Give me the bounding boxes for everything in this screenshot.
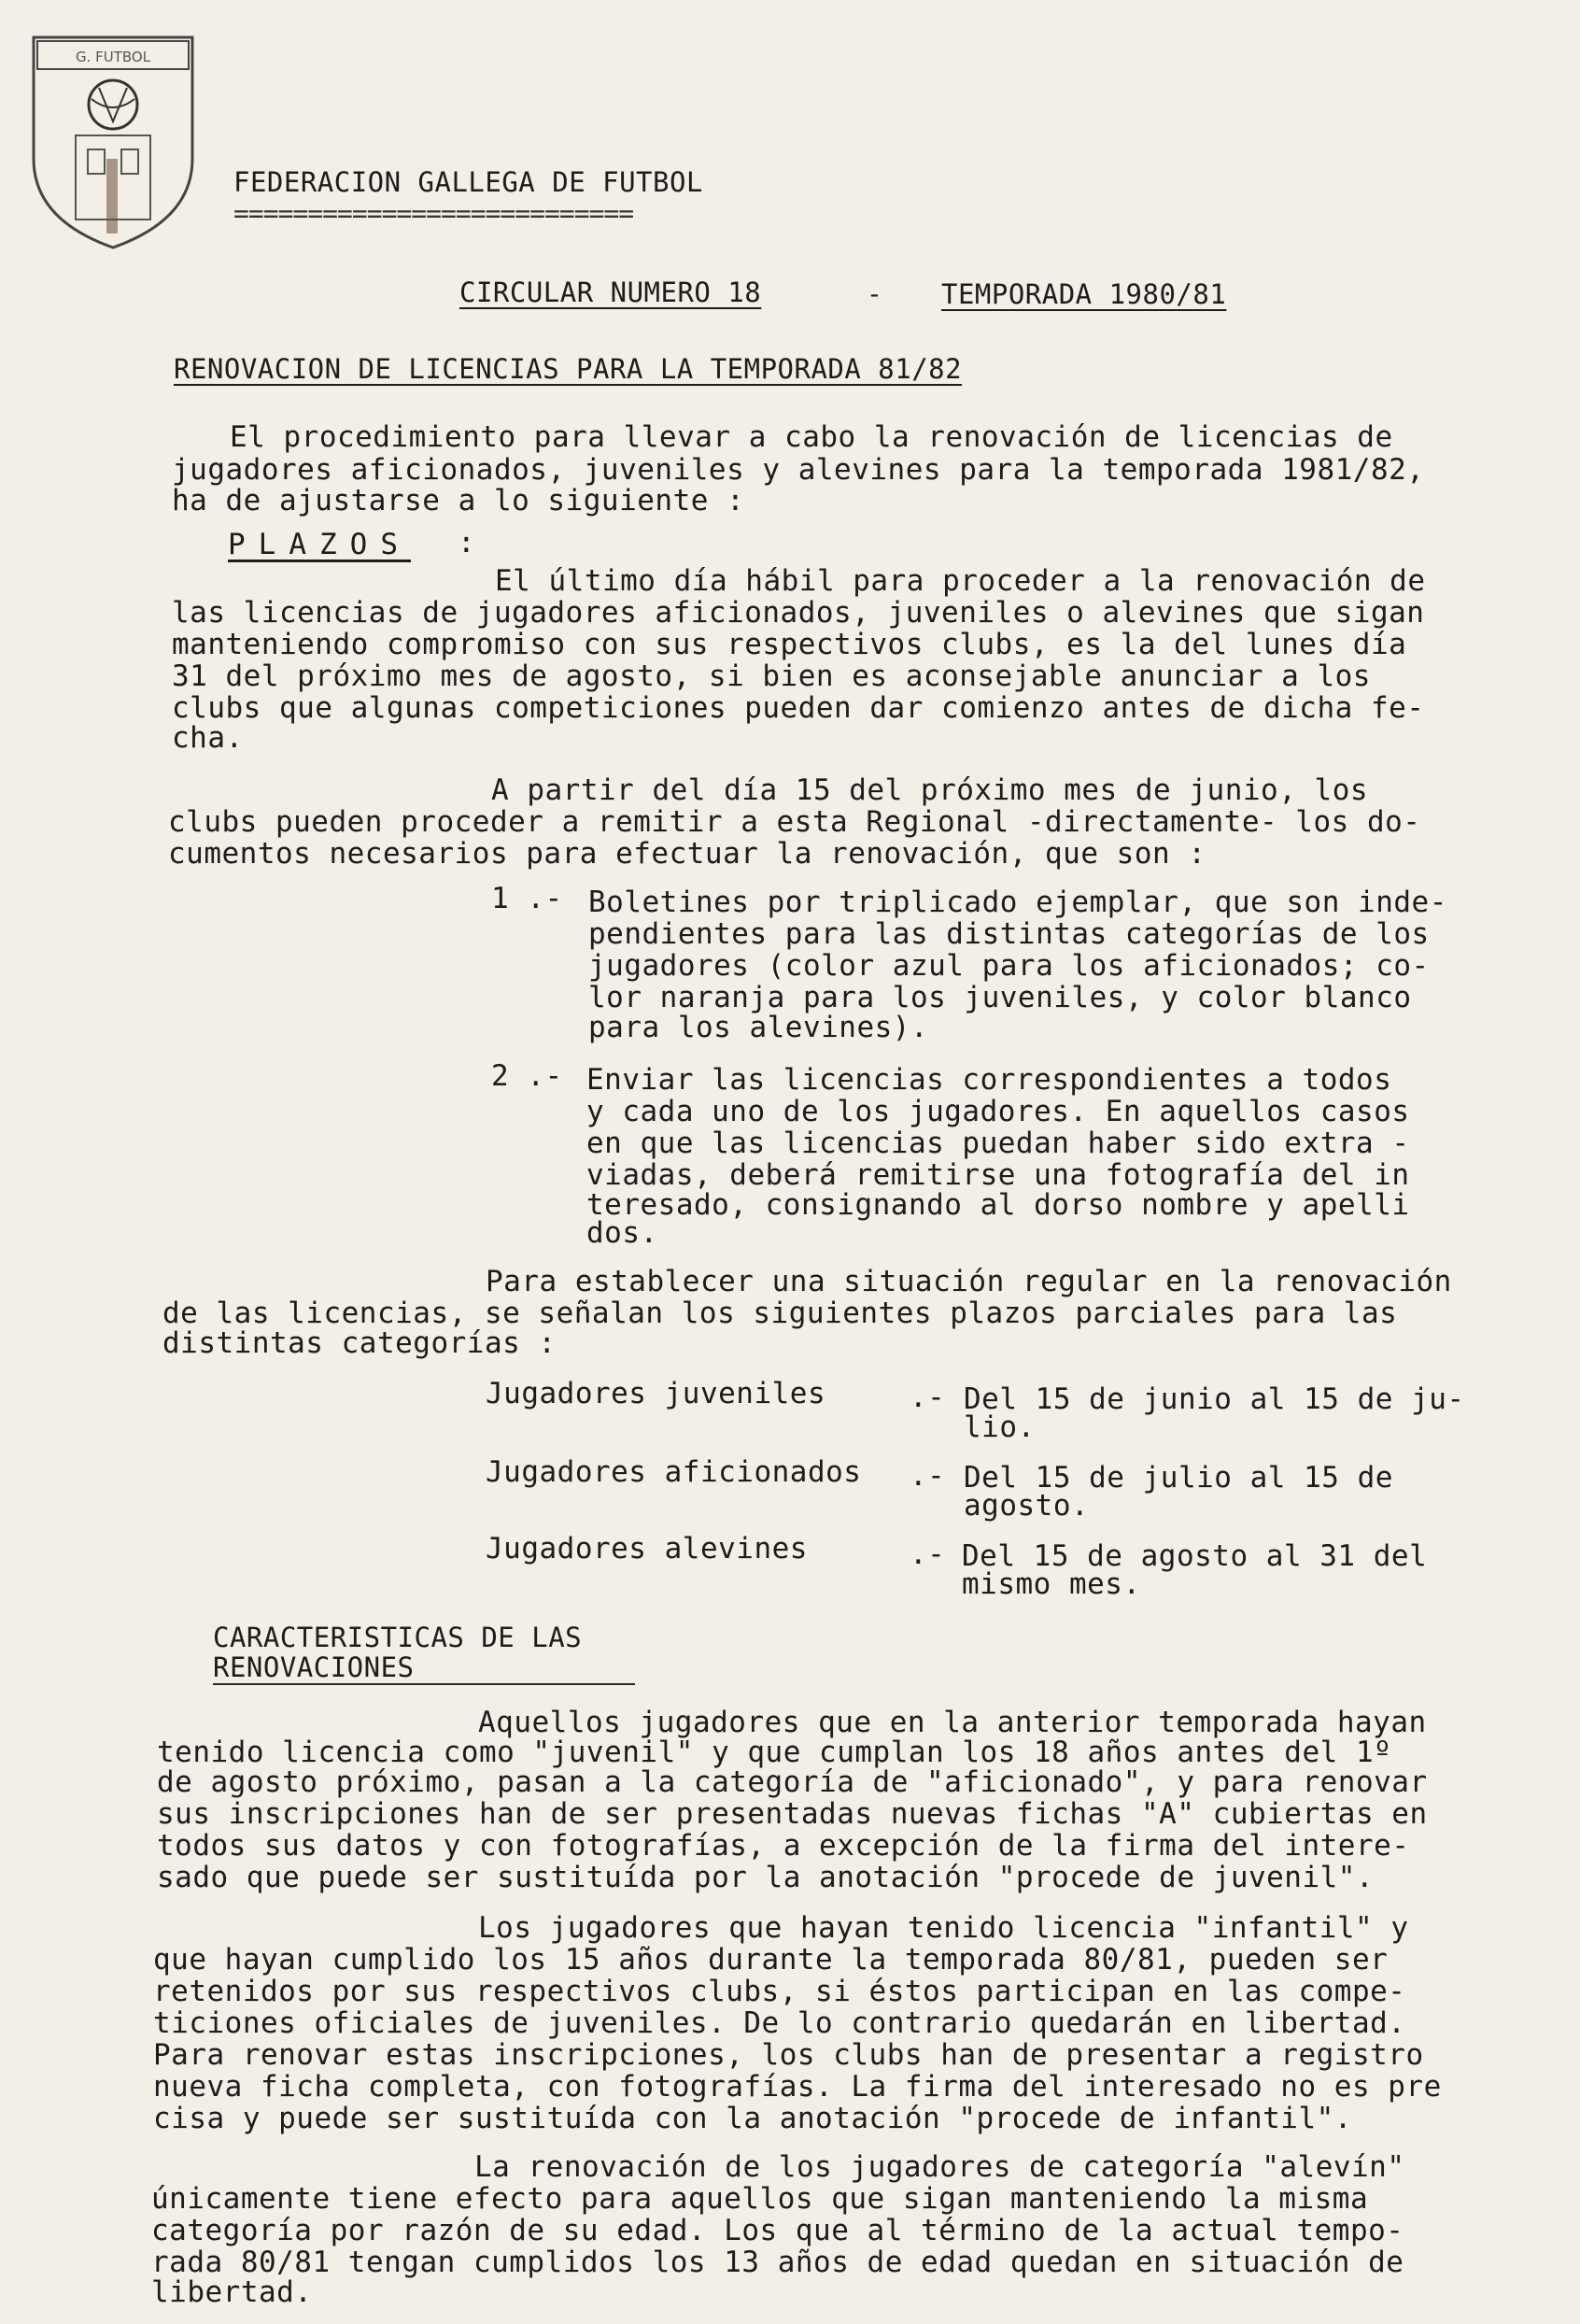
plazos-heading: PLAZOS	[228, 528, 411, 561]
item-line: Enviar las licencias correspondientes a todos	[586, 1063, 1392, 1097]
schedule-category: Jugadores juveniles	[486, 1377, 826, 1410]
federation-crest-icon	[24, 19, 202, 252]
item-line: viadas, deberá remitirse una fotografía del in	[586, 1158, 1410, 1192]
schedule-category: Jugadores alevines	[486, 1532, 808, 1566]
crest-text: G. FUTBOL	[75, 49, 151, 65]
caract-p2-line: cisa y puede ser sustituída con la anotación "procede de infantil".	[153, 2102, 1352, 2135]
item-line: Boletines por triplicado ejemplar, que son inde-	[588, 886, 1447, 919]
plazos-p1-line: 31 del próximo mes de agosto, si bien es aconsejable anunciar a los	[172, 659, 1371, 693]
intro-line: El procedimiento para llevar a cabo la renovación de licencias de	[230, 420, 1393, 454]
caract-p1-line: Aquellos jugadores que en la anterior temporada hayan	[478, 1706, 1427, 1739]
plazos-p2-line: clubs pueden proceder a remitir a esta Regional -directamente- los do-	[168, 805, 1421, 839]
caract-p2-line: retenidos por sus respectivos clubs, si éstos participan en las compe-	[153, 1975, 1406, 2008]
caract-p1-line: de agosto próximo, pasan a la categoría de "aficionado", y para renovar	[157, 1765, 1428, 1799]
item-line: y cada uno de los jugadores. En aquellos casos	[586, 1095, 1410, 1128]
org-name: FEDERACION GALLEGA DE FUTBOL	[233, 166, 703, 198]
plazos-p3-line: distintas categorías :	[162, 1326, 557, 1360]
plazos-p3-line: Para establecer una situación regular en la renovación	[486, 1265, 1452, 1298]
caract-p1-line: todos sus datos y con fotografías, a excepción de la firma del intere-	[157, 1829, 1410, 1863]
item-line: dos.	[586, 1216, 658, 1250]
item-line: en que las licencias puedan haber sido extra -	[586, 1127, 1410, 1160]
intro-line: ha de ajustarse a lo siguiente :	[172, 484, 745, 517]
intro-line: jugadores aficionados, juveniles y alevines para la temporada 1981/82,	[172, 453, 1425, 487]
org-underline: ===========================	[233, 198, 634, 229]
plazos-colon: :	[458, 526, 476, 560]
header-separator: -	[867, 278, 882, 309]
circular-number: CIRCULAR NUMERO 18	[459, 276, 762, 308]
item-number: 1 .-	[491, 882, 563, 915]
page-title: RENOVACION DE LICENCIAS PARA LA TEMPORADA 81/82	[174, 353, 963, 385]
caracteristicas-heading: RENOVACIONES	[213, 1651, 415, 1683]
caract-p3-line: La renovación de los jugadores de categoría "alevín"	[474, 2150, 1405, 2184]
schedule-dates: Del 15 de julio al 15 de	[964, 1461, 1393, 1495]
item-line: jugadores (color azul para los aficionados; co-	[588, 949, 1430, 983]
caract-p3-line: libertad.	[151, 2275, 313, 2309]
plazos-p2-line: cumentos necesarios para efectuar la renovación, que son :	[168, 837, 1206, 871]
schedule-dates: agosto.	[964, 1489, 1090, 1523]
item-line: lor naranja para los juveniles, y color blanco	[588, 981, 1412, 1014]
caracteristicas-heading: CARACTERISTICAS DE LAS	[213, 1622, 583, 1653]
caract-p3-line: rada 80/81 tengan cumplidos los 13 años de edad quedan en situación de	[151, 2246, 1404, 2279]
caract-p2-line: Los jugadores que hayan tenido licencia "infantil" y	[478, 1911, 1409, 1945]
plazos-p1-line: las licencias de jugadores aficionados, juveniles o alevines que sigan	[172, 596, 1425, 630]
schedule-sep: .-	[910, 1538, 946, 1571]
caract-p2-line: que hayan cumplido los 15 años durante la temporada 80/81, pueden ser	[153, 1943, 1389, 1977]
caract-p2-line: ticiones oficiales de juveniles. De lo contrario quedarán en libertad.	[153, 2006, 1406, 2040]
item-number: 2 .-	[491, 1059, 563, 1093]
schedule-dates: lio.	[964, 1410, 1036, 1444]
schedule-category: Jugadores aficionados	[486, 1455, 862, 1489]
plazos-p1-line: clubs que algunas competiciones pueden dar comienzo antes de dicha fe-	[172, 691, 1425, 725]
schedule-sep: .-	[910, 1381, 946, 1414]
plazos-p1-line: cha.	[172, 721, 244, 755]
caract-p2-line: Para renovar estas inscripciones, los clubs han de presentar a registro	[153, 2038, 1424, 2072]
schedule-dates: Del 15 de agosto al 31 del	[962, 1539, 1428, 1573]
caract-p1-line: sus inscripciones han de ser presentadas nuevas fichas "A" cubiertas en	[157, 1797, 1428, 1831]
caract-p1-line: sado que puede ser sustituída por la anotación "procede de juvenil".	[157, 1861, 1375, 1894]
plazos-p1-line: manteniendo compromiso con sus respectivos clubs, es la del lunes día	[172, 628, 1407, 661]
heading-underline	[213, 1683, 635, 1685]
item-line: pendientes para las distintas categorías de los	[588, 917, 1430, 951]
plazos-p3-line: de las licencias, se señalan los siguientes plazos parciales para las	[162, 1297, 1398, 1330]
season-label: TEMPORADA 1980/81	[941, 278, 1227, 310]
schedule-sep: .-	[910, 1459, 946, 1493]
caract-p3-line: únicamente tiene efecto para aquellos que sigan manteniendo la misma	[151, 2182, 1369, 2216]
item-line: teresado, consignando al dorso nombre y apelli	[586, 1188, 1410, 1222]
plazos-p1-line: El último día hábil para proceder a la renovación de	[495, 564, 1426, 598]
item-line: para los alevines).	[588, 1011, 929, 1044]
schedule-dates: mismo mes.	[962, 1567, 1141, 1601]
caract-p2-line: nueva ficha completa, con fotografías. La firma del interesado no es pre	[153, 2070, 1442, 2104]
caract-p3-line: categoría por razón de su edad. Los que al término de la actual tempo-	[151, 2214, 1404, 2247]
schedule-dates: Del 15 de junio al 15 de ju-	[964, 1382, 1465, 1416]
caract-p1-line: tenido licencia como "juvenil" y que cumplan los 18 años antes del 1º	[157, 1736, 1392, 1769]
plazos-p2-line: A partir del día 15 del próximo mes de junio, los	[491, 773, 1369, 807]
